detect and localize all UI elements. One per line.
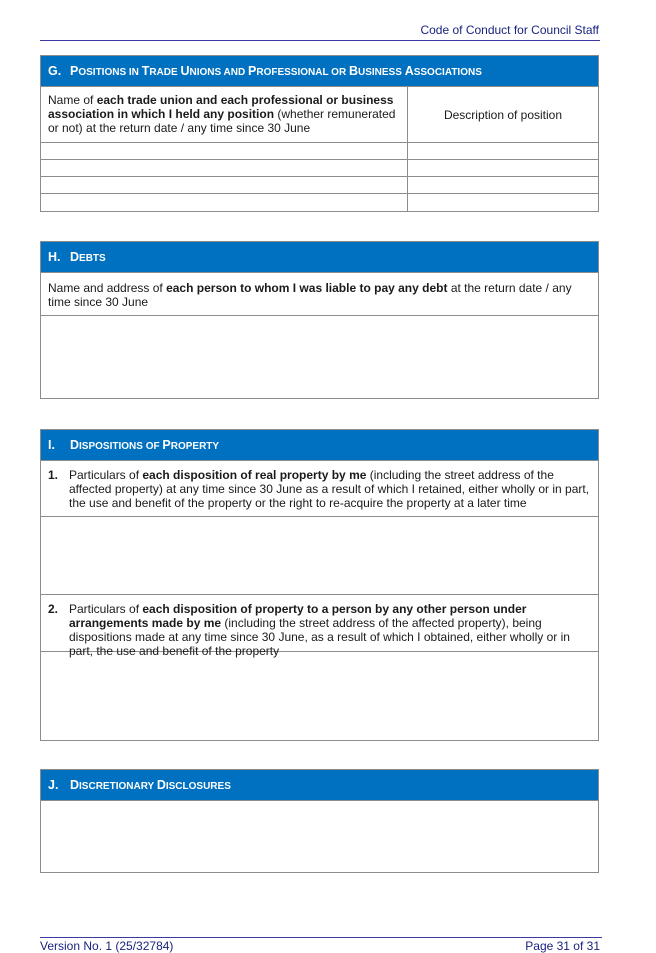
column-header-description: Description of position <box>408 87 598 143</box>
disposition-item-1 <box>41 461 598 517</box>
column-header-name <box>41 87 408 143</box>
title-capital: P <box>248 64 257 78</box>
debts-description <box>41 273 598 316</box>
table-cell-name[interactable] <box>41 177 408 194</box>
table-cell-name[interactable] <box>41 143 408 160</box>
text: (including the street address of the affected property), being dispositions made at any time since 30 June, as a result of which I obtained, either wholly or in part, the use and benefit of the property <box>69 616 570 658</box>
section-letter: J. <box>48 778 59 792</box>
section-letter: G. <box>48 64 62 78</box>
debts-answer-field[interactable] <box>41 316 598 398</box>
page-number: Page 31 of 31 <box>525 939 600 953</box>
section-h <box>40 241 599 399</box>
title-capital: D <box>70 438 80 452</box>
text: Name of <box>48 93 97 107</box>
section-j <box>40 769 599 873</box>
title-small-caps: NIONS AND <box>189 67 249 78</box>
title-capital: A <box>404 64 414 78</box>
table-cell-description[interactable] <box>408 143 598 160</box>
page-header <box>40 22 600 41</box>
table-cell-description[interactable] <box>408 177 598 194</box>
title-capital: D <box>156 778 166 792</box>
section-i-header <box>41 430 598 461</box>
text-bold: each trade union and each professional or business association in which I held any position <box>48 93 394 121</box>
title-small-caps: ISCRETIONARY <box>79 781 157 792</box>
text: (whether remunerated or not) at the return date / any time since 30 June <box>48 107 396 135</box>
table-cell-description[interactable] <box>408 194 598 211</box>
text: Particulars of <box>69 468 143 482</box>
section-title <box>70 250 106 264</box>
text: Particulars of <box>69 602 143 616</box>
section-g <box>40 55 599 212</box>
page-footer <box>40 937 602 953</box>
section-title <box>70 64 482 78</box>
section-j-header <box>41 770 598 801</box>
section-i <box>40 429 599 741</box>
disposition-item-2 <box>41 595 598 658</box>
document-title: Code of Conduct for Council Staff <box>420 23 599 37</box>
title-capital: P <box>70 64 79 78</box>
text: (including the street address of the affected property) at any time since 30 June as a result of which I retained, either wholly or in part, the use and benefit of the property or the right to re-acquire the property at a later time <box>69 468 590 510</box>
text-bold: each person to whom I was liable to pay any debt <box>166 281 448 295</box>
disposition-1-answer-field[interactable] <box>41 517 598 595</box>
section-g-header <box>41 56 598 87</box>
text: Name and address of <box>48 281 167 295</box>
text: at the return date / any time since 30 June <box>48 281 572 309</box>
item-text <box>69 602 591 658</box>
title-small-caps: RADE <box>149 67 181 78</box>
section-title <box>70 438 219 452</box>
section-h-header <box>41 242 598 273</box>
item-number: 2. <box>48 602 59 616</box>
title-small-caps: OSITIONS IN <box>78 67 142 78</box>
item-text <box>69 468 591 511</box>
positions-table <box>41 87 598 211</box>
title-small-caps: ISCLOSURES <box>165 781 231 792</box>
text-bold: each disposition of real property by me <box>142 468 367 482</box>
table-cell-name[interactable] <box>41 194 408 211</box>
title-small-caps: ROPERTY <box>170 441 220 452</box>
section-title <box>70 778 231 792</box>
title-small-caps: EBTS <box>79 253 106 264</box>
title-capital: P <box>162 438 171 452</box>
section-letter: H. <box>48 250 61 264</box>
title-capital: U <box>180 64 190 78</box>
section-letter: I. <box>48 438 55 452</box>
title-capital: D <box>70 778 80 792</box>
disposition-2-answer-field[interactable] <box>41 652 598 740</box>
title-small-caps: USINESS <box>358 67 405 78</box>
table-cell-description[interactable] <box>408 160 598 177</box>
title-small-caps: ROFESSIONAL OR <box>256 67 349 78</box>
title-capital: B <box>348 64 358 78</box>
title-small-caps: SSOCIATIONS <box>413 67 482 78</box>
table-cell-name[interactable] <box>41 160 408 177</box>
discretionary-disclosures-answer-field[interactable] <box>41 801 598 872</box>
text-bold: each disposition of property to a person by any other person under arrangements made by me <box>69 602 527 630</box>
title-capital: T <box>141 64 150 78</box>
item-number: 1. <box>48 468 59 482</box>
version-number: Version No. 1 (25/32784) <box>40 939 174 953</box>
title-small-caps: ISPOSITIONS OF <box>79 441 163 452</box>
title-capital: D <box>70 250 80 264</box>
